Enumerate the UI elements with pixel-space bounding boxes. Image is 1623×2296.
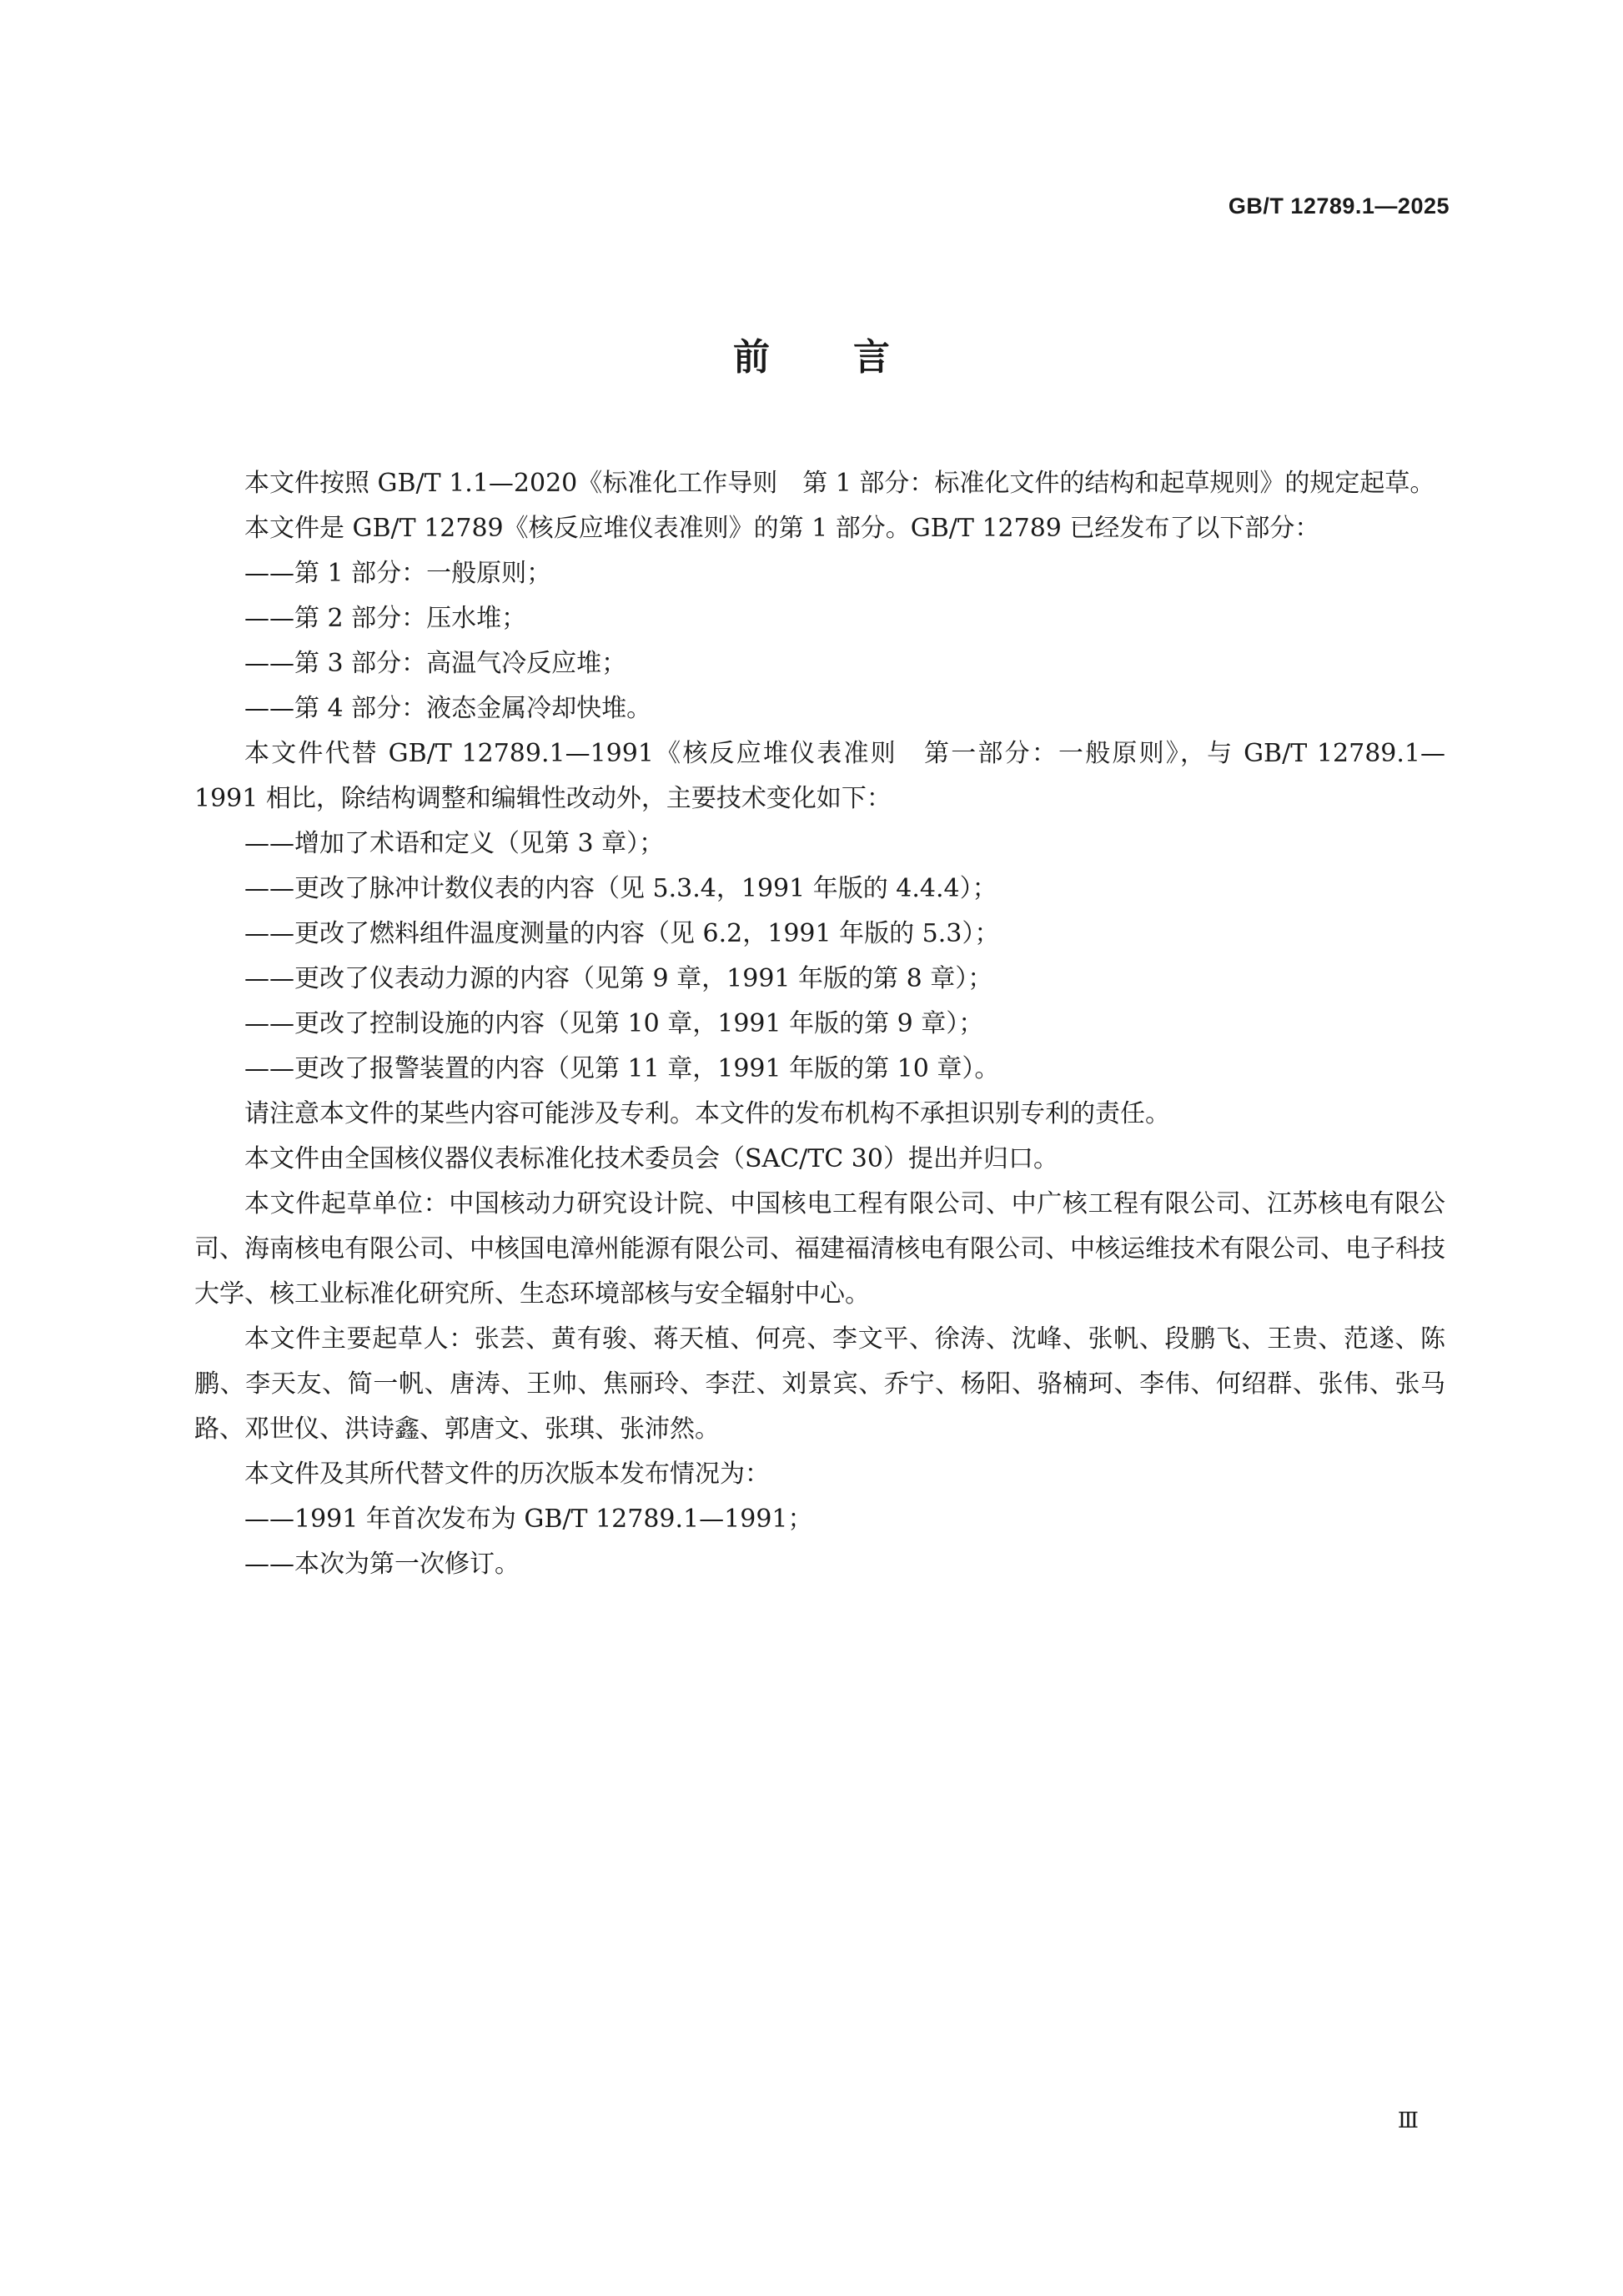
list-item-change-2: ——更改了脉冲计数仪表的内容（见 5.3.4，1991 年版的 4.4.4）； [244,874,997,903]
paragraph-drafting-units: 本文件起草单位：中国核动力研究设计院、中国核电工程有限公司、中广核工程有限公司、江苏核电有限公司、海南核电有限公司、中核国电漳州能源有限公司、福建福清核电有限公司、中核运维技术有限公司、电子科技大学、核工业标准化研究所、生态环境部核与安全辐射中心。 [194,1189,1445,1309]
list-item-change-5: ——更改了控制设施的内容（见第 10 章，1991 年版的第 9 章）； [244,1009,984,1038]
list-item-history-1: ——1991 年首次发布为 GB/T 12789.1—1991； [244,1505,813,1534]
foreword-body [194,461,1445,1587]
list-item-part-4: ——第 4 部分：液态金属冷却快堆。 [244,694,652,723]
list-item-change-6: ——更改了报警装置的内容（见第 11 章，1991 年版的第 10 章）。 [244,1054,1000,1083]
list-item-part-2: ——第 2 部分：压水堆； [244,604,527,633]
list-item-change-1: ——增加了术语和定义（见第 3 章）； [244,829,665,858]
list-item-change-4: ——更改了仪表动力源的内容（见第 9 章，1991 年版的第 8 章）； [244,964,993,993]
list-item-change-3: ——更改了燃料组件温度测量的内容（见 6.2，1991 年版的 5.3）； [244,919,1000,948]
paragraph-patent-notice: 请注意本文件的某些内容可能涉及专利。本文件的发布机构不承担识别专利的责任。 [244,1099,1170,1128]
list-item-part-3: ——第 3 部分：高温气冷反应堆； [244,649,627,678]
standard-number: GB/T 12789.1—2025 [1228,193,1450,219]
paragraph-history-intro: 本文件及其所代替文件的历次版本发布情况为： [244,1459,770,1489]
list-item-part-1: ——第 1 部分：一般原则； [244,559,552,588]
page-title: 前言 [733,336,973,379]
paragraph-drafting-basis: 本文件按照 GB/T 1.1—2020《标准化工作导则 第 1 部分：标准化文件的结构和起草规则》的规定起草。 [244,469,1435,498]
list-item-history-2: ——本次为第一次修订。 [244,1550,520,1579]
paragraph-drafters: 本文件主要起草人：张芸、黄有骏、蒋天植、何亮、李文平、徐涛、沈峰、张帆、段鹏飞、王贵、范遂、陈鹏、李天友、简一帆、唐涛、王帅、焦丽玲、李茳、刘景宾、乔宁、杨阳、骆楠珂、李伟、何绍群、张伟、张马路、邓世仪、洪诗鑫、郭唐文、张琪、张沛然。 [194,1324,1445,1444]
page-number: Ⅲ [1397,2108,1419,2133]
paragraph-replacement: 本文件代替 GB/T 12789.1—1991《核反应堆仪表准则 第一部分：一般原则》，与 GB/T 12789.1—1991 相比，除结构调整和编辑性改动外，主要技术变化如下： [194,739,1445,813]
paragraph-proposer: 本文件由全国核仪器仪表标准化技术委员会（SAC/TC 30）提出并归口。 [244,1144,1058,1173]
paragraph-parts-intro: 本文件是 GB/T 12789《核反应堆仪表准则》的第 1 部分。GB/T 12789 已经发布了以下部分： [244,514,1320,543]
